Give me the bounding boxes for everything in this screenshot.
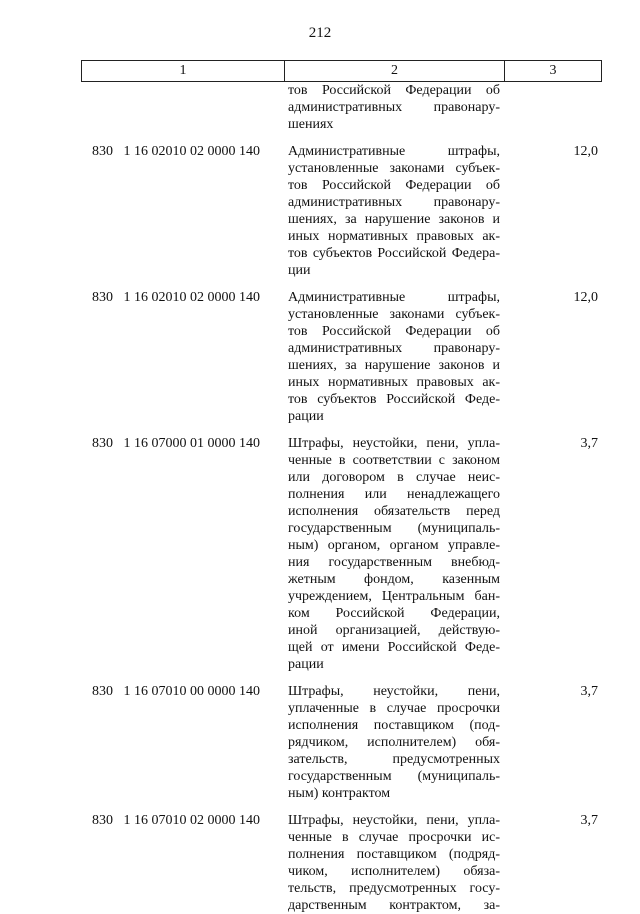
income-description [288,812,500,914]
description-line: административных правонару- [288,100,500,115]
amount-value: 12,0 [573,290,598,305]
description-line: иных нормативных правовых ак- [288,229,500,244]
description-line: рации [288,657,324,672]
description-line: или договором в случае неис- [288,470,500,485]
description-line: полнения поставщиком (подряд- [288,847,500,862]
description-line: иной организацией, действую- [288,623,500,638]
description-line: жетным фондом, казенным [288,572,500,587]
description-line: ции [288,263,311,278]
description-line: Штрафы, неустойки, пени, упла- [288,813,500,828]
description-line: зательств, предусмотренных [288,752,500,767]
description-line: исполнения обязательств перед [288,504,500,519]
description-line: ным) органом, органом управле- [288,538,500,553]
description-line: административных правонару- [288,195,500,210]
description-line: ченные в случае просрочки ис- [288,830,500,845]
description-line: Административные штрафы, [288,144,500,159]
description-line: рядчиком, исполнителем) обя- [288,735,500,750]
description-line: иных нормативных правовых ак- [288,375,500,390]
description-line: учреждением, Центральным бан- [288,589,500,604]
description-line: исполнения поставщиком (под- [288,718,500,733]
description-line: тов субъектов Российской Феде- [288,392,500,407]
budget-code: 830 1 16 07010 00 0000 140 [92,684,260,699]
description-line: шениях, за нарушение законов и [288,358,500,373]
amount-value: 3,7 [580,436,598,451]
header-col-3: 3 [549,63,557,78]
description-line: установленные законами субъек- [288,307,500,322]
header-col-2: 2 [391,63,398,78]
description-line: административных правонару- [288,341,500,356]
description-line: ния государственным внебюд- [288,555,500,570]
description-line: Административные штрафы, [288,290,500,305]
description-line: тельств, предусмотренных госу- [288,881,500,896]
description-line: уплаченные в случае просрочки [288,701,500,716]
table-header-row [81,60,602,82]
budget-code: 830 1 16 07000 01 0000 140 [92,436,260,451]
description-line: ным) контрактом [288,786,391,801]
description-line: тов субъектов Российской Федера- [288,246,500,261]
description-line: тов Российской Федерации об [288,324,500,339]
description-line: ченные в соответствии с законом [288,453,500,468]
income-description [288,143,500,279]
description-line: тов Российской Федерации об [288,178,500,193]
description-line: ком Российской Федерации, [288,606,500,621]
income-description [288,82,500,133]
description-line: тов Российской Федерации об [288,83,500,98]
description-line: щей от имени Российской Феде- [288,640,500,655]
description-line: Штрафы, неустойки, пени, упла- [288,436,500,451]
description-line: чиком, исполнителем) обяза- [288,864,500,879]
description-line: шениях, за нарушение законов и [288,212,500,227]
budget-code: 830 1 16 07010 02 0000 140 [92,813,260,828]
budget-code: 830 1 16 02010 02 0000 140 [92,144,260,159]
amount-value: 12,0 [573,144,598,159]
description-line: шениях [288,117,334,132]
description-line: Штрафы, неустойки, пени, [288,684,500,699]
page-number: 212 [308,25,332,41]
income-description [288,289,500,425]
income-description [288,435,500,673]
budget-code: 830 1 16 02010 02 0000 140 [92,290,260,305]
income-description [288,683,500,802]
description-line: дарственным контрактом, за- [288,898,500,913]
description-line: полнения или ненадлежащего [288,487,500,502]
description-line: установленные законами субъек- [288,161,500,176]
header-col-1: 1 [179,63,187,78]
amount-value: 3,7 [580,813,598,828]
description-line: рации [288,409,324,424]
amount-value: 3,7 [580,684,598,699]
description-line: государственным (муниципаль- [288,769,500,784]
description-line: государственным (муниципаль- [288,521,500,536]
